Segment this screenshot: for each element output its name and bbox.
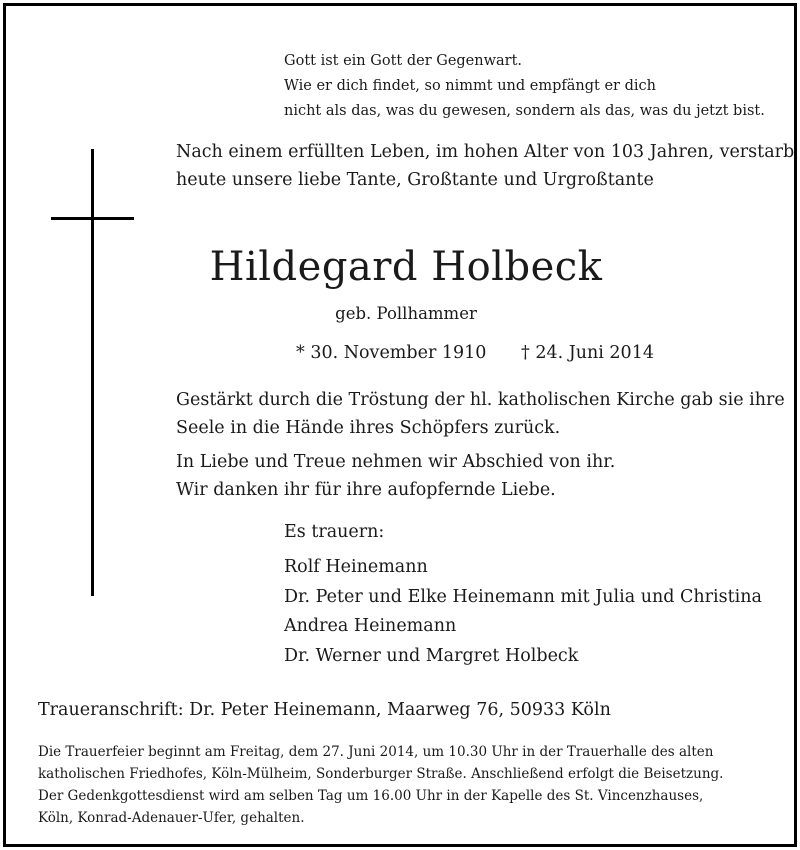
service-details [38, 741, 723, 829]
mourning-address: Traueranschrift: Dr. Peter Heinemann, Maarweg 76, 50933 Köln [38, 700, 611, 720]
mourner-name: Rolf Heinemann [284, 557, 428, 577]
service-line: Köln, Konrad-Adenauer-Ufer, gehalten. [38, 810, 305, 826]
intro-text [176, 138, 794, 194]
poem-verse [284, 49, 765, 124]
maiden-name: geb. Pollhammer [335, 304, 477, 323]
service-line: Der Gedenkgottesdienst wird am selben Tag um 16.00 Uhr in der Kapelle des St. Vincenzhauses, [38, 788, 704, 804]
consolation-paragraph [176, 386, 785, 442]
poem-line: nicht als das, was du gewesen, sondern als das, was du jetzt bist. [284, 103, 765, 119]
mourner-name: Dr. Peter und Elke Heinemann mit Julia und Christina [284, 586, 762, 607]
cross-icon-crossbar [51, 217, 134, 220]
death-date: † 24. Juni 2014 [521, 343, 654, 363]
poem-line: Wie er dich findet, so nimmt und empfängt er dich [284, 78, 656, 94]
mourners-list [284, 553, 762, 671]
paragraph-line: Seele in die Hände ihres Schöpfers zurück. [176, 418, 561, 438]
deceased-name: Hildegard Holbeck [209, 244, 603, 290]
poem-line: Gott ist ein Gott der Gegenwart. [284, 53, 523, 69]
paragraph-line: Gestärkt durch die Tröstung der hl. katholischen Kirche gab sie ihre [176, 390, 785, 410]
mourner-name: Andrea Heinemann [284, 616, 457, 636]
intro-line: heute unsere liebe Tante, Großtante und Urgroßtante [176, 170, 654, 190]
paragraph-line: Wir danken ihr für ihre aufopfernde Liebe. [176, 480, 556, 500]
mourners-heading: Es trauern: [284, 522, 385, 542]
paragraph-line: In Liebe und Treue nehmen wir Abschied von ihr. [176, 452, 616, 472]
birth-date: * 30. November 1910 [296, 343, 487, 363]
service-line: Die Trauerfeier beginnt am Freitag, dem 27. Juni 2014, um 10.30 Uhr in der Trauerhalle des alten [38, 744, 714, 760]
intro-line: Nach einem erfüllten Leben, im hohen Alter von 103 Jahren, verstarb [176, 142, 795, 162]
obituary-notice [3, 3, 797, 847]
mourner-name: Dr. Werner und Margret Holbeck [284, 645, 579, 666]
farewell-paragraph [176, 448, 615, 504]
service-line: katholischen Friedhofes, Köln-Mülheim, Sonderburger Straße. Anschließend erfolgt die Beisetzung. [38, 766, 724, 782]
